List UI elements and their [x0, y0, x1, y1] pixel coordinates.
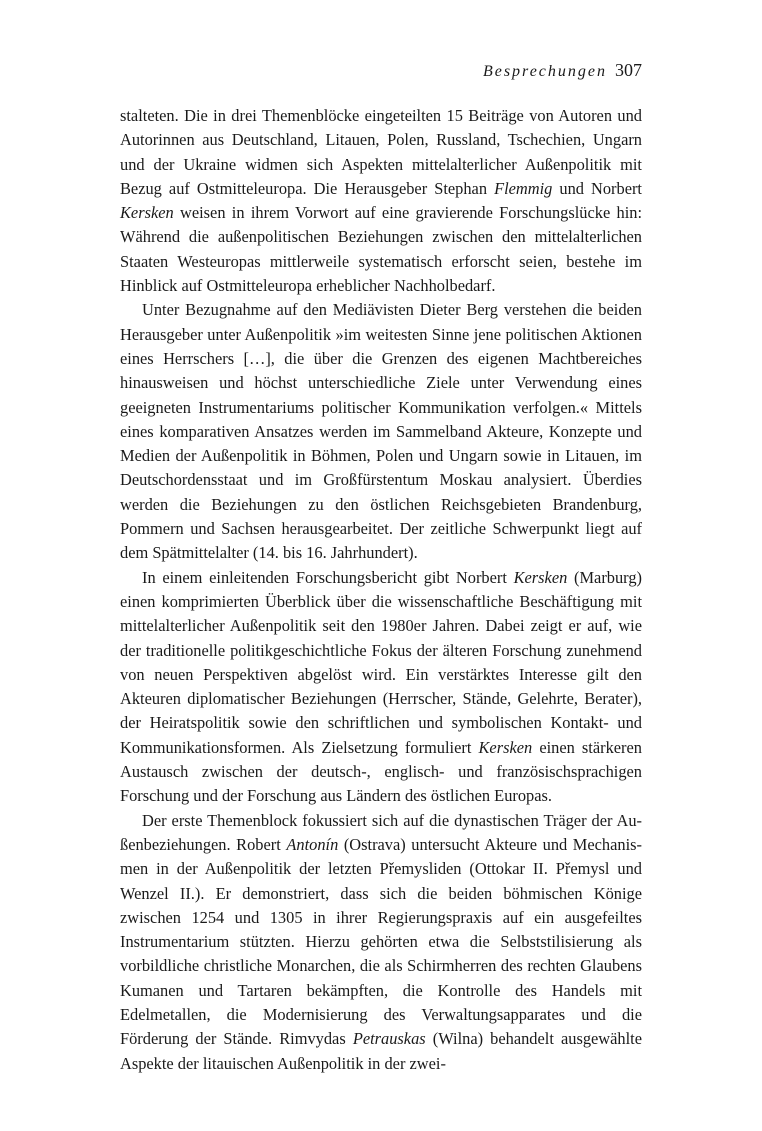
author-name-italic: Petrauskas [352, 1029, 426, 1049]
body-text [120, 104, 642, 1076]
text-run: weisen in ihrem Vorwort auf eine gravierende Forschungslücke hin: Während die außenpolitischen Beziehungen zwischen den mittelalterlichen Staaten Westeuropas mittlerweile systematisch erforscht seien, bestehe im Hinblick auf Ostmitteleuropa erheblicher Nachholbedarf. [120, 203, 642, 296]
text-run: einen stärkeren Austausch zwischen der deutsch-, englisch- und französischsprachigen Forschung und der Forschung aus Ländern des östlichen Europas. [120, 737, 642, 806]
paragraph-2 [120, 298, 642, 565]
text-run: (Ostrava) untersucht Akteure und Mechanismen in der Außenpolitik der letzten Přemysliden (Ottokar II. Přemysl und Wenzel II.). Er demonstriert, dass sich die beiden böhmischen Könige zwischen 1254 und 1305 in ihrer Regierungspraxis auf ein ausgefeiltes Instrumentarium stützten. Hierzu gehörten etwa die Selbststilisierung als vorbildliche christliche Monarchen, die als Schirmherren des rechten Glaubens Kumanen und Tartaren bekämpften, die Kontrolle des Handels mit Edelmetallen, die Modernisierung des Verwaltungsapparates und die Förderung der Stände. Rimvydas [120, 834, 642, 1049]
section-title: Besprechungen [482, 63, 607, 80]
text-run: und Norbert [552, 178, 642, 198]
paragraph-4 [120, 809, 642, 1076]
text-run: (Marburg) einen komprimierten Überblick über die wissenschaftliche Beschäftigung mit mittelalterlicher Außenpolitik seit den 1980er Jahren. Dabei zeigt er auf, wie der traditionelle politikgeschichtliche Fokus der älteren Forschung zunehmend von neuen Perspektiven abgelöst wird. Ein verstärktes Interesse gilt den Akteuren diplomatischer Beziehungen (Herrscher, Stände, Gelehrte, Berater), der Heiratspolitik sowie den schriftlichen und symbolischen Kontakt- und Kommunikationsformen. Als Zielsetzung formuliert [120, 567, 642, 757]
page-number: 307 [615, 60, 642, 80]
text-run: Unter Bezugnahme auf den Mediävisten Dieter Berg verstehen die beiden Herausgeber unter Außenpolitik »im weitesten Sinne jene politischen Aktionen eines Herrschers […], die über die Grenzen des eigenen Machtbereiches hinausweisen und höchst unterschiedliche Ziele unter Verwendung eines geeigneten Instrumentariums politischer Kommunikation verfolgen.« Mittels eines komparativen Ansatzes werden im Sammelband Akteure, Konzepte und Medien der Außenpolitik in Böhmen, Polen und Ungarn sowie in Litauen, im Deutschordensstaat und im Großfürstentum Moskau analysiert. Überdies werden die Beziehungen zu den östlichen Reichsgebieten Brandenburg, Pommern und Sachsen herausgearbeitet. Der zeitliche Schwerpunkt liegt auf dem Spätmittelalter (14. bis 16. Jahrhundert). [120, 300, 642, 563]
text-run: In einem einleitenden Forschungsbericht gibt Norbert [142, 567, 514, 587]
paragraph-3 [120, 566, 642, 809]
paragraph-1 [120, 104, 642, 298]
author-name-italic: Kersken [478, 737, 533, 757]
author-name-italic: Kersken [513, 567, 568, 587]
text-run: Der erste Themenblock fokussiert sich auf die dynastischen Träger der Außenbeziehungen. Robert [120, 810, 642, 854]
text-run: (Wilna) behandelt ausgewählte Aspekte der litauischen Außenpolitik in der zwei- [120, 1029, 642, 1073]
author-name-italic: Antonín [286, 834, 339, 854]
running-head [483, 60, 642, 81]
text-run: stalteten. Die in drei Themenblöcke eingeteilten 15 Beiträge von Autoren und Autorinnen aus Deutschland, Litauen, Polen, Russland, Tschechien, Ungarn und der Ukraine widmen sich Aspekten mittelalterlicher Außenpolitik mit Bezug auf Ostmitteleuropa. Die Herausgeber Stephan [120, 106, 642, 198]
author-name-italic: Flemmig [494, 178, 553, 198]
author-name-italic: Kersken [120, 203, 174, 223]
